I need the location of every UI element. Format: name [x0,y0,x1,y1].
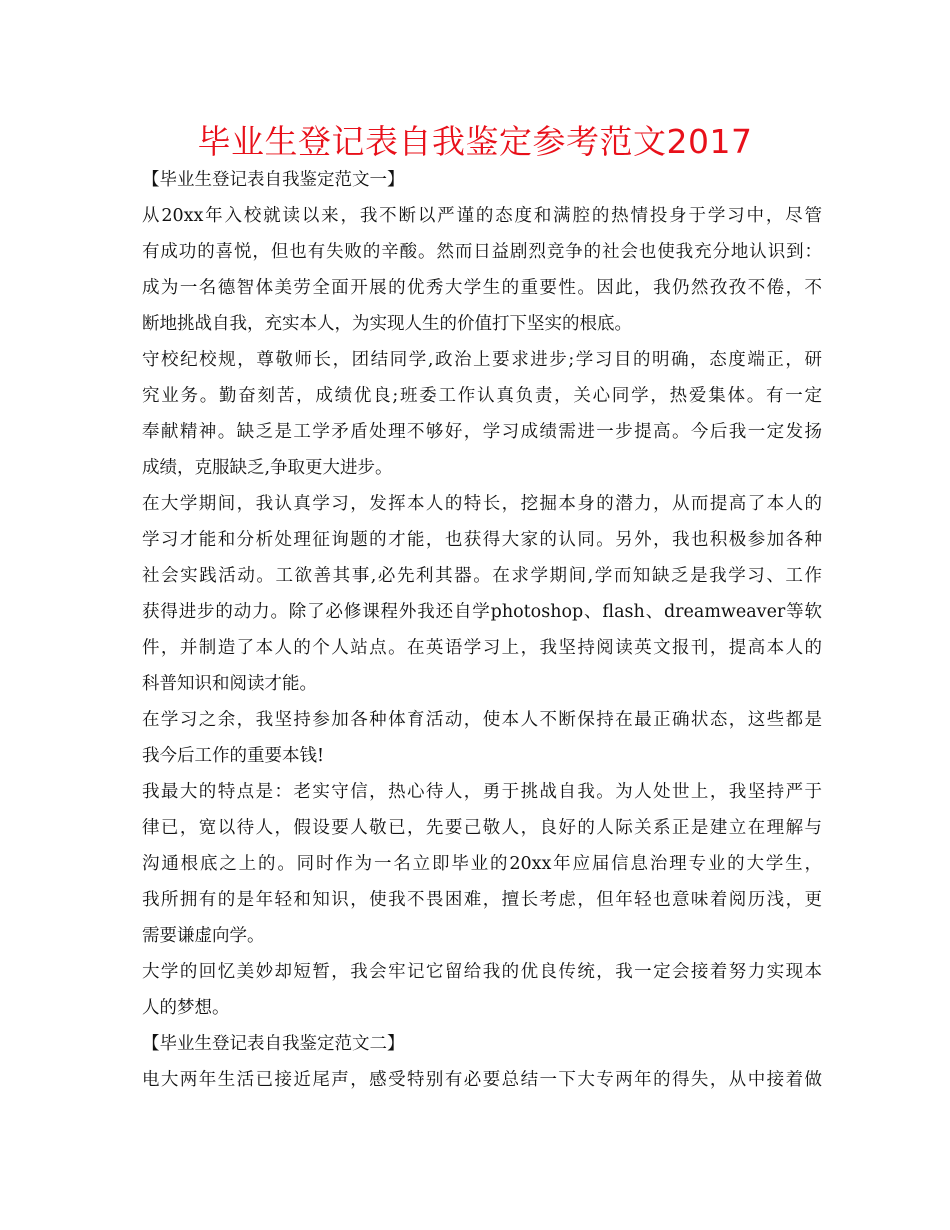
text-line: 断地挑战自我，充实本人，为实现人生的价值打下坚实的根底。 [142,314,632,334]
text-line: 人的梦想。 [142,998,230,1018]
text-line: 需要谦虚向学。 [142,926,265,946]
text-line: 学习才能和分析处理征询题的才能，也获得大家的认同。另外，我也积极参加各种 [142,530,822,550]
text-line: 律已，宽以待人，假设要人敬已，先要己敬人，良好的人际关系正是建立在理解与 [142,818,822,838]
text-line: 我所拥有的是年轻和知识，使我不畏困难，擅长考虑，但年轻也意味着阅历浅，更 [142,890,822,910]
text-line: 成为一名德智体美劳全面开展的优秀大学生的重要性。因此，我仍然孜孜不倦，不 [142,278,822,298]
text-line: 在大学期间，我认真学习，发挥本人的特长，挖掘本身的潜力，从而提高了本人的 [142,494,822,514]
text-line: 社会实践活动。工欲善其事,必先利其器。在求学期间,学而知缺乏是我学习、工作 [142,566,822,586]
text-line: 奉献精神。缺乏是工学矛盾处理不够好，学习成绩需进一步提高。今后我一定发扬 [142,422,822,442]
text-line: 有成功的喜悦，但也有失败的辛酸。然而日益剧烈竞争的社会也使我充分地认识到： [142,242,822,262]
text-line: 成绩，克服缺乏,争取更大进步。 [142,458,393,478]
text-line: 沟通根底之上的。同时作为一名立即毕业的20xx年应届信息治理专业的大学生， [142,854,822,874]
text-line: 我最大的特点是：老实守信，热心待人，勇于挑战自我。为人处世上，我坚持严于 [142,782,822,802]
document-body [142,162,822,1098]
text-line: 【毕业生登记表自我鉴定范文二】 [142,1034,405,1054]
text-line: 我今后工作的重要本钱! [142,746,325,766]
text-line: 在学习之余，我坚持参加各种体育活动，使本人不断保持在最正确状态，这些都是 [142,710,822,730]
text-line: 获得进步的动力。除了必修课程外我还自学photoshop、flash、dreamweaver等软 [142,602,822,622]
text-line: 大学的回忆美妙却短暂，我会牢记它留给我的优良传统，我一定会接着努力实现本 [142,962,822,982]
text-line: 电大两年生活已接近尾声，感受特别有必要总结一下大专两年的得失，从中接着做 [142,1070,822,1090]
text-line: 科普知识和阅读才能。 [142,674,317,694]
text-line: 件，并制造了本人的个人站点。在英语学习上，我坚持阅读英文报刊，提高本人的 [142,638,822,658]
text-line: 守校纪校规，尊敬师长，团结同学,政治上要求进步;学习目的明确，态度端正，研 [142,350,822,370]
text-line: 【毕业生登记表自我鉴定范文一】 [142,170,405,190]
text-line: 从20xx年入校就读以来，我不断以严谨的态度和满腔的热情投身于学习中，尽管 [142,206,822,226]
text-line: 究业务。勤奋刻苦，成绩优良;班委工作认真负责，关心同学，热爱集体。有一定 [142,386,822,406]
page-title: 毕业生登记表自我鉴定参考范文2017 [197,122,753,161]
